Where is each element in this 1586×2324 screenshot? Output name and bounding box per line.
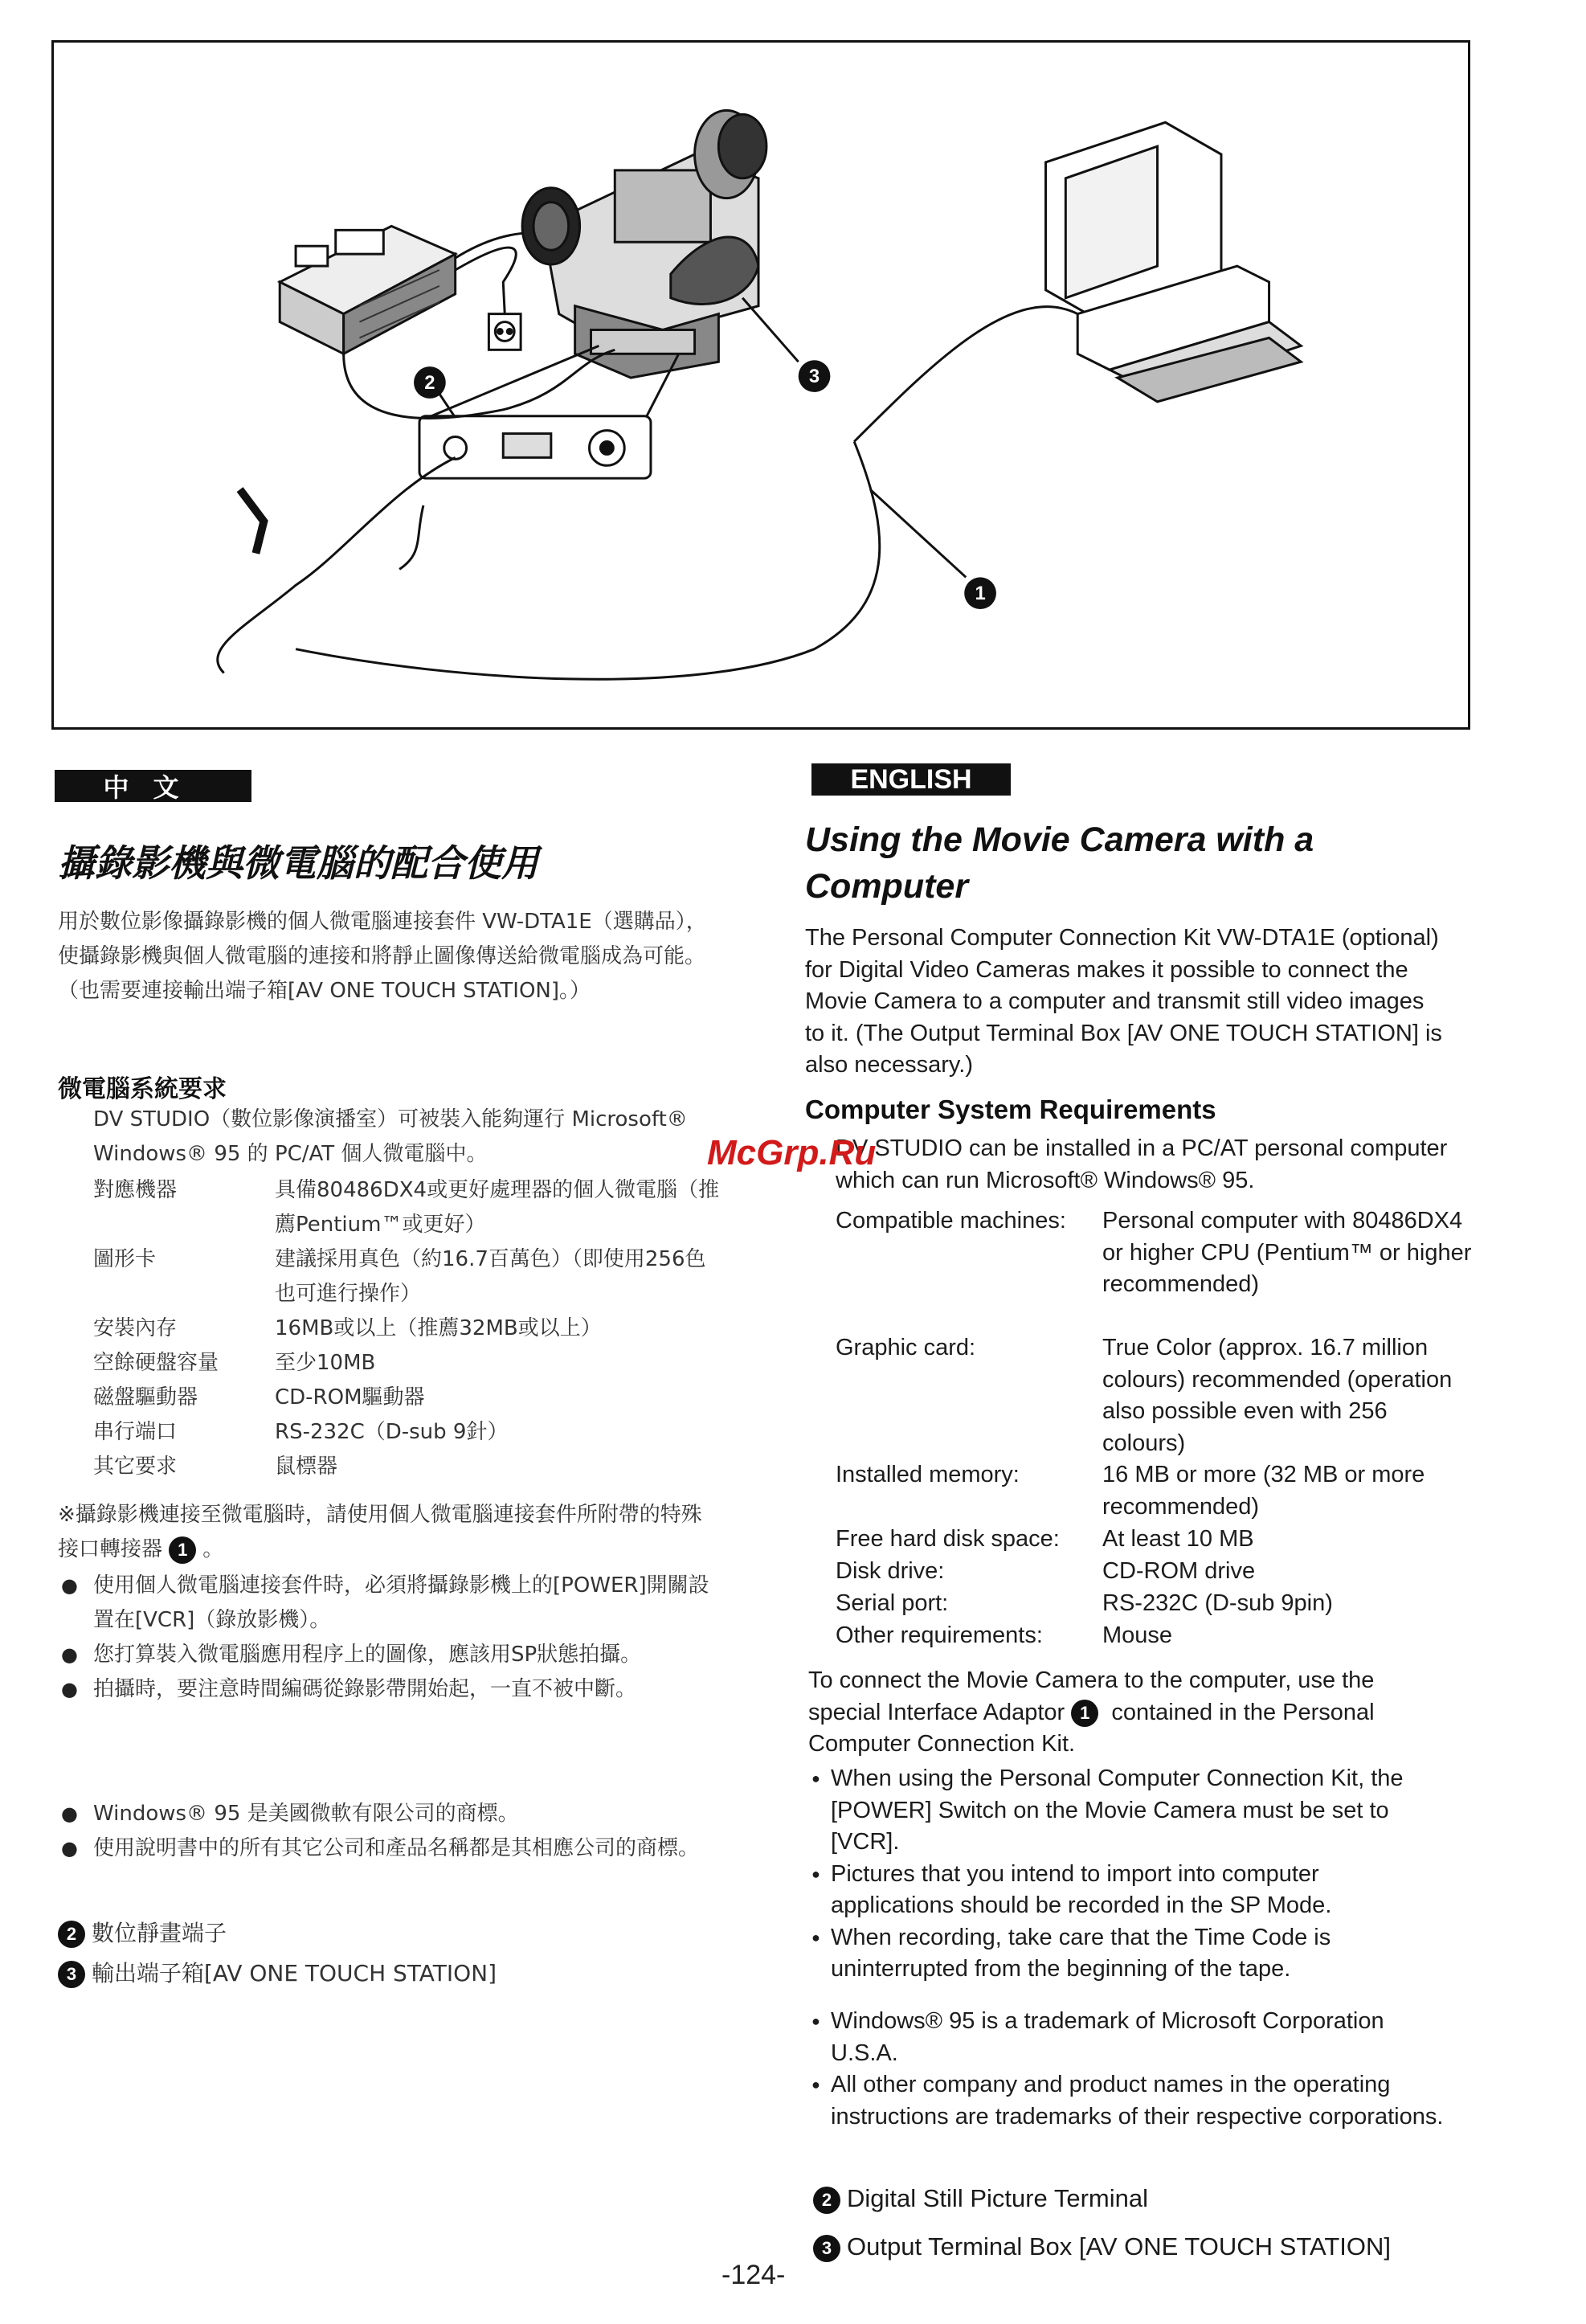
personal-computer: [1046, 122, 1302, 402]
en-spec-value: 16 MB or more (32 MB or more recommended): [1102, 1462, 1425, 1520]
zh-legend-item-2: [58, 1916, 227, 1948]
zh-intro-paragraph: 用於數位影像攝錄影機的個人微電腦連接套件 VW-DTA1E（選購品），使攝錄影機與個人微電腦的連接和將靜止圖像傳送給微電腦成為可能。（也需要連接輸出端子箱[AV ONE TOUCH STATION]。）: [58, 910, 707, 1003]
zh-spec-value: 至少10MB: [275, 1351, 376, 1375]
zh-spec-value: RS-232C（D-sub 9針）: [275, 1420, 509, 1444]
svg-text:3: 3: [808, 366, 820, 388]
list-item: ● Windows® 95 is a trademark of Microsoft Corporation U.S.A.: [811, 2006, 1446, 2069]
en-spec-value: RS-232C (D-sub 9pin): [1102, 1590, 1333, 1616]
en-spec-label: Other requirements:: [836, 1622, 1043, 1648]
site-watermark: McGrp.Ru: [707, 1133, 877, 1172]
zh-note-text: ※攝錄影機連接至微電腦時，請使用個人微電腦連接套件所附帶的特殊接口轉接器: [58, 1503, 702, 1561]
callout-3-marker: 3: [813, 2235, 840, 2262]
zh-spec-label: 串行端口: [93, 1420, 178, 1444]
list-item: ● All other company and product names in the operating instructions are trademarks of their respective corporations.: [811, 2069, 1446, 2133]
callout-1-marker: 1: [169, 1536, 196, 1564]
list-item: ● 拍攝時，要注意時間編碼從錄影帶開始起，一直不被中斷。: [58, 1672, 717, 1707]
en-requirements-intro: DV STUDIO can be installed in a PC/AT personal computer which can run Microsoft® Windows® 95.: [836, 1135, 1448, 1193]
zh-interface-adaptor-note: [58, 1498, 717, 1567]
zh-spec-label: 其它要求: [93, 1455, 178, 1479]
en-spec-value: At least 10 MB: [1102, 1526, 1254, 1552]
zh-legend-text: 數位靜畫端子: [92, 1920, 227, 1946]
zh-note-end: 。: [202, 1537, 224, 1561]
en-legend-item-3: [813, 2232, 1391, 2262]
en-spec-value: Personal computer with 80486DX4 or higher CPU (Pentium™ or higher recommended): [1102, 1208, 1472, 1297]
en-spec-value: Mouse: [1102, 1622, 1173, 1648]
list-item: ● Pictures that you intend to import into computer applications should be recorded in the SP Mode.: [811, 1859, 1446, 1922]
list-item: ● 您打算裝入微電腦應用程序上的圖像，應該用SP狀態拍攝。: [58, 1638, 717, 1672]
en-connect-text-end: contained in the Personal Computer Connection Kit.: [808, 1699, 1375, 1757]
list-item: ● 使用個人微電腦連接套件時，必須將攝錄影機上的[POWER]開關設置在[VCR]（錄放影機）。: [58, 1569, 717, 1638]
en-spec-label: Disk drive:: [836, 1558, 945, 1584]
callout-1-marker: 1: [1071, 1700, 1098, 1727]
en-connect-text: To connect the Movie Camera to the computer, use the special Interface Adaptor: [808, 1667, 1375, 1725]
en-intro-paragraph: The Personal Computer Connection Kit VW-DTA1E (optional) for Digital Video Cameras makes it possible to connect the Movie Camera to a computer and transmit still video images to it. (The Output Terminal Box [AV ONE TOUCH STATION] is also necessary.): [805, 925, 1442, 1078]
zh-spec-value: 具備80486DX4或更好處理器的個人微電腦（推薦Pentium™或更好）: [275, 1178, 720, 1237]
en-spec-label: Installed memory:: [836, 1462, 1020, 1487]
zh-spec-label: 對應機器: [93, 1178, 178, 1202]
en-spec-label: Compatible machines:: [836, 1208, 1066, 1234]
zh-legend-item-3: [58, 1956, 497, 1988]
en-spec-value: CD-ROM drive: [1102, 1558, 1256, 1584]
list-item: ● When using the Personal Computer Connection Kit, the [POWER] Switch on the Movie Camera must be set to [VCR].: [811, 1763, 1446, 1859]
zh-spec-value: 鼠標器: [275, 1455, 338, 1479]
zh-spec-label: 圖形卡: [93, 1247, 157, 1271]
svg-text:2: 2: [424, 371, 435, 394]
callout-2: [414, 366, 456, 418]
zh-spec-value: 16MB或以上（推薦32MB或以上）: [275, 1316, 602, 1340]
en-spec-label: Serial port:: [836, 1590, 949, 1616]
en-usage-bullets: [811, 1763, 1446, 1986]
zh-spec-value: CD-ROM驅動器: [275, 1385, 425, 1410]
zh-trademark-bullets: [58, 1797, 717, 1866]
page-number: -124-: [721, 2260, 786, 2290]
en-trademark-bullets: [811, 2006, 1446, 2133]
callout-1: [870, 489, 996, 609]
english-section-tag: ENGLISH: [811, 763, 1011, 796]
en-spec-label: Graphic card:: [836, 1335, 976, 1360]
movie-camera: [522, 110, 766, 378]
callout-3: [742, 298, 830, 392]
list-item: ● When recording, take care that the Time Code is uninterrupted from the beginning of the tape.: [811, 1922, 1446, 1986]
zh-page-title: 攝錄影機與微電腦的配合使用: [58, 841, 538, 885]
zh-requirements-intro: DV STUDIO（數位影像演播室）可被裝入能夠運行 Microsoft® Windows® 95 的 PC/AT 個人微電腦中。: [93, 1107, 688, 1166]
chinese-section-tag: 中文: [55, 770, 251, 802]
zh-spec-label: 空餘硬盤容量: [93, 1351, 219, 1375]
ac-adaptor: [280, 226, 455, 354]
callout-2-marker: 2: [58, 1921, 85, 1948]
zh-usage-bullets: [58, 1569, 717, 1707]
en-legend-item-2: [813, 2184, 1148, 2214]
en-legend-text: Output Terminal Box [AV ONE TOUCH STATION]: [847, 2232, 1392, 2261]
list-item: ● 使用說明書中的所有其它公司和產品名稱都是其相應公司的商標。: [58, 1831, 717, 1866]
zh-spec-label: 安裝內存: [93, 1316, 178, 1340]
en-interface-adaptor-note: [808, 1665, 1443, 1761]
en-requirements-heading: Computer System Requirements: [805, 1094, 1216, 1124]
en-spec-label: Free hard disk space:: [836, 1526, 1060, 1552]
zh-spec-label: 磁盤驅動器: [93, 1385, 198, 1410]
zh-requirements-heading: 微電腦系統要求: [58, 1075, 227, 1103]
connection-illustration: [51, 40, 1470, 730]
zh-legend-text: 輸出端子箱[AV ONE TOUCH STATION]: [92, 1960, 497, 1986]
zh-spec-value: 建議採用真色（約16.7百萬色）（即使用256色也可進行操作）: [275, 1247, 706, 1306]
callout-2-marker: 2: [813, 2187, 840, 2214]
callout-3-marker: 3: [58, 1961, 85, 1988]
camera-computer-diagram: [54, 43, 1468, 727]
svg-text:1: 1: [975, 583, 986, 605]
en-spec-value: True Color (approx. 16.7 million colours) recommended (operation also possible even with 256 colours): [1102, 1335, 1453, 1456]
list-item: ● Windows® 95 是美國微軟有限公司的商標。: [58, 1797, 717, 1831]
en-page-title: Using the Movie Camera with a Computer: [805, 820, 1314, 906]
en-legend-text: Digital Still Picture Terminal: [847, 2184, 1148, 2212]
